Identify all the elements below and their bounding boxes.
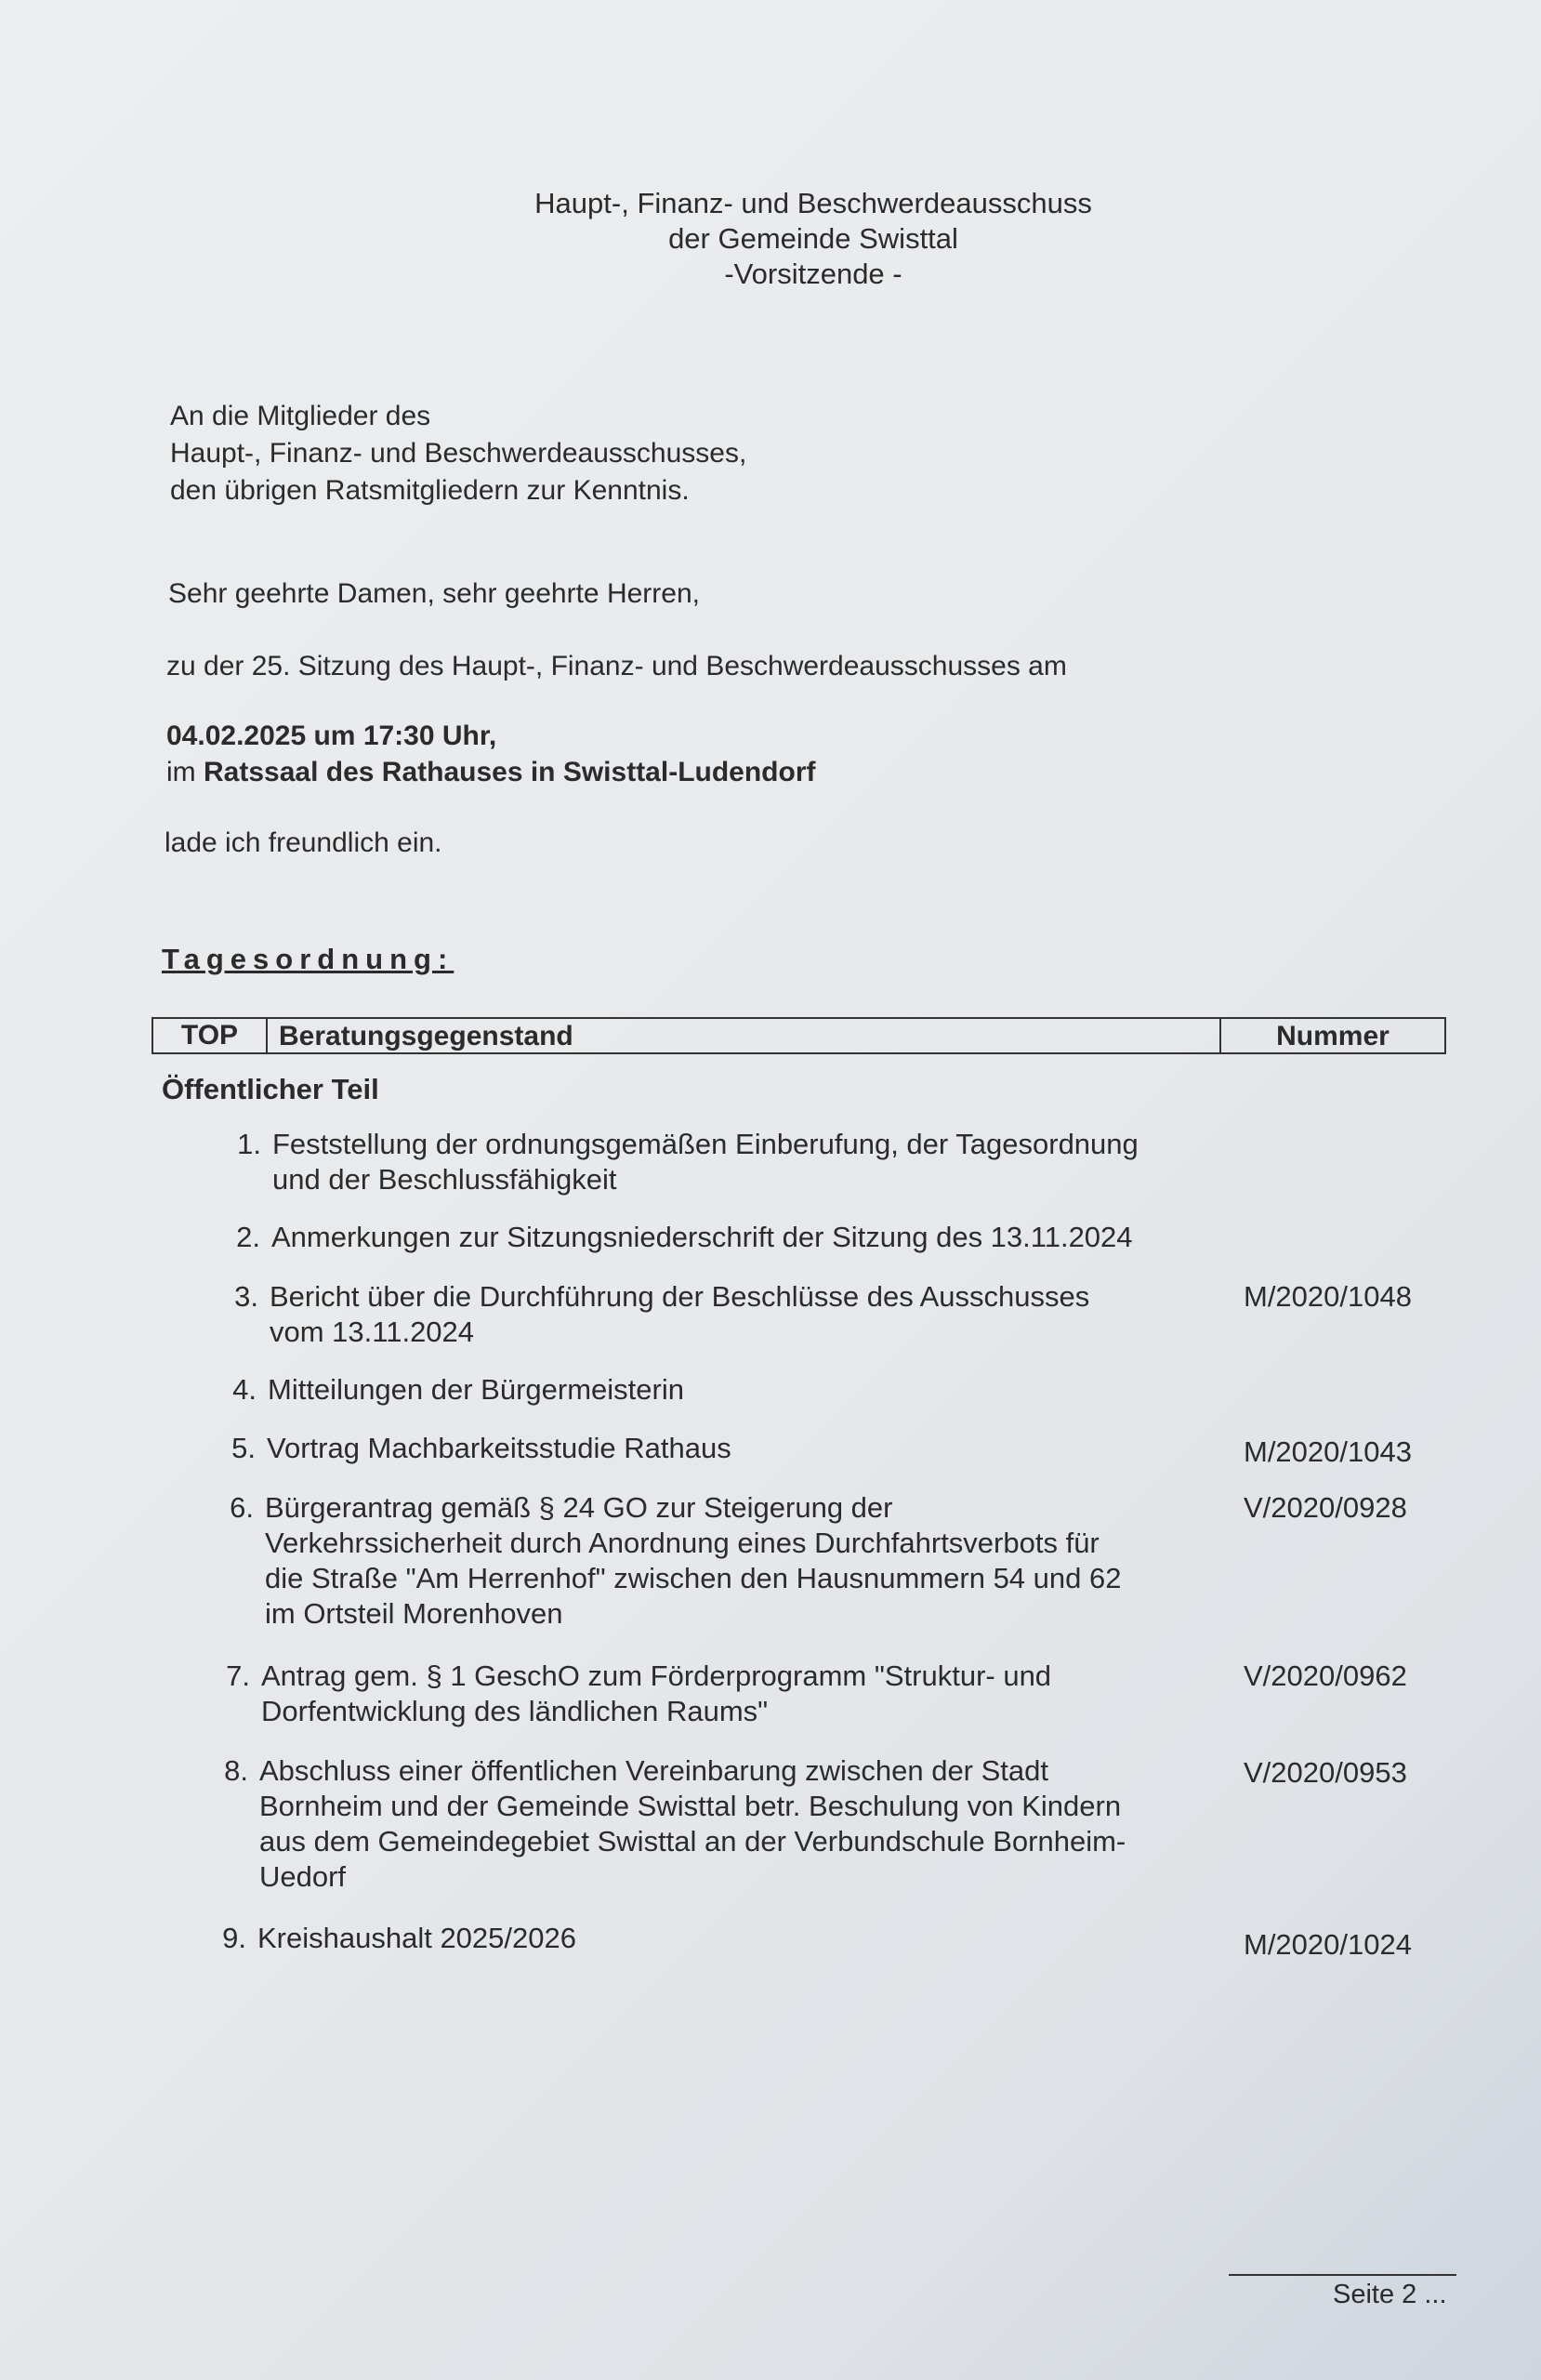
footer-divider bbox=[1229, 2274, 1456, 2276]
intro-text: zu der 25. Sitzung des Haupt-, Finanz- und Beschwerdeausschusses am bbox=[166, 651, 1067, 681]
agenda-item-subject-line: Uedorf bbox=[259, 1860, 347, 1893]
agenda-item-subject-line: Bornheim und der Gemeinde Swisttal betr. Beschulung von Kindern bbox=[259, 1790, 1122, 1822]
agenda-item-number: 6. bbox=[230, 1491, 254, 1524]
agenda-item-subject-line: Antrag gem. § 1 GeschO zum Förderprogramm "Struktur- und bbox=[261, 1659, 1052, 1692]
agenda-title: Tagesordnung: bbox=[162, 943, 454, 975]
agenda-item-subject bbox=[259, 1753, 1126, 1895]
agenda-item-subject bbox=[261, 1659, 1051, 1729]
agenda-item-subject-line: im Ortsteil Morenhoven bbox=[265, 1597, 563, 1630]
agenda-item-subject-line: und der Beschlussfähigkeit bbox=[272, 1163, 617, 1196]
header-committee: Haupt-, Finanz- und Beschwerdeausschuss bbox=[534, 187, 1092, 219]
location-prefix: im bbox=[166, 757, 204, 787]
column-header-top: TOP bbox=[153, 1019, 268, 1052]
agenda-item-subject bbox=[270, 1279, 1089, 1350]
agenda-item-subject-line: Kreishaushalt 2025/2026 bbox=[257, 1922, 576, 1954]
agenda-item-number: 5. bbox=[231, 1432, 256, 1464]
agenda-item-subject-line: Anmerkungen zur Sitzungsniederschrift der Sitzung des 13.11.2024 bbox=[271, 1221, 1133, 1253]
agenda-item-subject-line: Abschluss einer öffentlichen Vereinbarung zwischen der Stadt bbox=[259, 1754, 1049, 1787]
letter-header bbox=[307, 186, 1320, 292]
agenda-item-reference: V/2020/0962 bbox=[1244, 1659, 1407, 1692]
agenda-item-reference: M/2020/1024 bbox=[1244, 1928, 1412, 1961]
agenda-item-reference: M/2020/1048 bbox=[1244, 1280, 1412, 1313]
agenda-item-subject bbox=[257, 1921, 576, 1956]
agenda-item-number: 8. bbox=[224, 1754, 248, 1787]
agenda-item-subject bbox=[268, 1372, 684, 1408]
recipients-line-3: den übrigen Ratsmitgliedern zur Kenntnis. bbox=[170, 475, 690, 506]
agenda-item-subject-line: Vortrag Machbarkeitsstudie Rathaus bbox=[267, 1432, 731, 1464]
recipients-line-1: An die Mitglieder des bbox=[170, 401, 431, 431]
agenda-item-subject-line: aus dem Gemeindegebiet Swisttal an der Verbundschule Bornheim- bbox=[259, 1825, 1126, 1858]
agenda-item-number: 2. bbox=[236, 1221, 260, 1253]
agenda-item-subject bbox=[267, 1431, 731, 1466]
agenda-item-number: 7. bbox=[226, 1659, 250, 1692]
meeting-location-line bbox=[166, 757, 816, 788]
agenda-item-number: 4. bbox=[232, 1373, 257, 1406]
column-header-subject: Beratungsgegenstand bbox=[268, 1019, 1221, 1052]
agenda-item-subject bbox=[272, 1127, 1139, 1197]
agenda-item-number: 3. bbox=[234, 1280, 258, 1313]
agenda-item-subject bbox=[271, 1220, 1133, 1255]
agenda-item-reference: V/2020/0953 bbox=[1244, 1756, 1407, 1789]
header-role: -Vorsitzende - bbox=[724, 258, 902, 290]
header-municipality: der Gemeinde Swisttal bbox=[668, 222, 958, 255]
agenda-item-subject-line: vom 13.11.2024 bbox=[270, 1316, 475, 1348]
invite-text: lade ich freundlich ein. bbox=[165, 827, 442, 858]
agenda-item-subject bbox=[265, 1490, 1121, 1632]
agenda-item-number: 9. bbox=[222, 1922, 246, 1954]
agenda-item-subject-line: Mitteilungen der Bürgermeisterin bbox=[268, 1373, 684, 1406]
salutation: Sehr geehrte Damen, sehr geehrte Herren, bbox=[168, 578, 700, 609]
agenda-item-subject-line: Bericht über die Durchführung der Beschlüsse des Ausschusses bbox=[270, 1280, 1090, 1313]
agenda-item-subject-line: Dorfentwicklung des ländlichen Raums" bbox=[261, 1695, 769, 1727]
column-header-number: Nummer bbox=[1276, 1021, 1390, 1051]
agenda-table-header bbox=[151, 1017, 1446, 1054]
agenda-item-reference: M/2020/1043 bbox=[1244, 1435, 1412, 1468]
meeting-datetime: 04.02.2025 um 17:30 Uhr, bbox=[166, 721, 497, 751]
recipients-block bbox=[170, 398, 746, 509]
page-footer: Seite 2 ... bbox=[1333, 2280, 1447, 2309]
agenda-item-subject-line: die Straße "Am Herrenhof" zwischen den Hausnummern 54 und 62 bbox=[265, 1562, 1122, 1594]
agenda-item-subject-line: Bürgerantrag gemäß § 24 GO zur Steigerung der bbox=[265, 1491, 893, 1524]
recipients-line-2: Haupt-, Finanz- und Beschwerdeausschusses, bbox=[170, 438, 747, 469]
section-public: Öffentlicher Teil bbox=[162, 1073, 379, 1105]
agenda-item-subject-line: Feststellung der ordnungsgemäßen Einberufung, der Tagesordnung bbox=[272, 1128, 1139, 1160]
agenda-item-subject-line: Verkehrssicherheit durch Anordnung eines Durchfahrtsverbots für bbox=[265, 1527, 1100, 1559]
agenda-item-reference: V/2020/0928 bbox=[1244, 1491, 1407, 1524]
agenda-item-number: 1. bbox=[237, 1128, 261, 1160]
meeting-location: Ratssaal des Rathauses in Swisttal-Ludendorf bbox=[204, 757, 816, 787]
